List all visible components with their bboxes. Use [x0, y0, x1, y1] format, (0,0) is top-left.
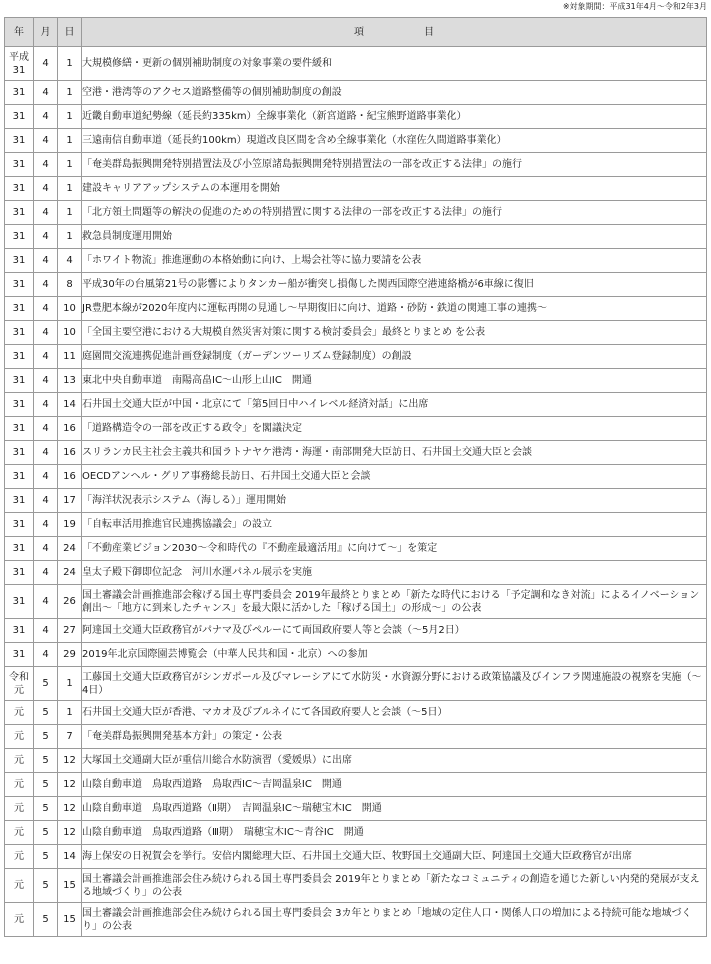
day-cell: 10 [58, 297, 82, 321]
year-cell: 元 [5, 869, 34, 903]
year-cell: 31 [5, 81, 34, 105]
table-row [5, 417, 707, 441]
table-row [5, 667, 707, 701]
item-cell: 建設キャリアアップシステムの本運用を開始 [82, 177, 707, 201]
month-cell: 4 [34, 441, 58, 465]
item-cell: 「道路構造令の一部を改正する政令」を閣議決定 [82, 417, 707, 441]
item-cell: 石井国土交通大臣が中国・北京にて「第5回日中ハイレベル経済対話」に出席 [82, 393, 707, 417]
month-cell: 4 [34, 345, 58, 369]
day-cell: 26 [58, 585, 82, 619]
year-cell: 31 [5, 249, 34, 273]
day-cell: 1 [58, 153, 82, 177]
day-cell: 16 [58, 417, 82, 441]
day-cell: 16 [58, 465, 82, 489]
day-cell: 1 [58, 105, 82, 129]
day-cell: 1 [58, 129, 82, 153]
table-row [5, 273, 707, 297]
item-cell: 「海洋状況表示システム（海しる）」運用開始 [82, 489, 707, 513]
month-cell: 4 [34, 465, 58, 489]
item-cell: 「不動産業ビジョン2030〜令和時代の『不動産最適活用』に向けて〜」を策定 [82, 537, 707, 561]
month-cell: 4 [34, 225, 58, 249]
table-row [5, 797, 707, 821]
day-cell: 1 [58, 47, 82, 81]
item-cell: 空港・港湾等のアクセス道路整備等の個別補助制度の創設 [82, 81, 707, 105]
item-cell: 山陰自動車道 鳥取西道路 鳥取西IC〜吉岡温泉IC 開通 [82, 773, 707, 797]
item-cell: 三遠南信自動車道（延長約100km）現道改良区間を含め全線事業化（水窪佐久間道路事業化） [82, 129, 707, 153]
day-cell: 1 [58, 81, 82, 105]
item-cell: 阿達国土交通大臣政務官がパナマ及びペルーにて両国政府要人等と会談（〜5月2日） [82, 619, 707, 643]
table-row [5, 393, 707, 417]
year-cell: 平成31 [5, 47, 34, 81]
month-cell: 4 [34, 273, 58, 297]
year-cell: 元 [5, 773, 34, 797]
month-cell: 4 [34, 585, 58, 619]
item-cell: 庭園間交流連携促進計画登録制度（ガーデンツーリズム登録制度）の創設 [82, 345, 707, 369]
month-cell: 4 [34, 297, 58, 321]
item-cell: 「奄美群島振興開発特別措置法及び小笠原諸島振興開発特別措置法の一部を改正する法律」の施行 [82, 153, 707, 177]
month-cell: 4 [34, 201, 58, 225]
table-row [5, 537, 707, 561]
year-cell: 元 [5, 845, 34, 869]
item-cell: 石井国土交通大臣が香港、マカオ及びブルネイにて各国政府要人と会談（〜5日） [82, 701, 707, 725]
table-row [5, 249, 707, 273]
year-cell: 31 [5, 273, 34, 297]
year-cell: 31 [5, 225, 34, 249]
year-cell: 元 [5, 797, 34, 821]
day-cell: 4 [58, 249, 82, 273]
month-cell: 5 [34, 773, 58, 797]
month-cell: 5 [34, 845, 58, 869]
item-cell: JR豊肥本線が2020年度内に運転再開の見通し〜早期復旧に向け、道路・砂防・鉄道の関連工事の連携〜 [82, 297, 707, 321]
month-cell: 4 [34, 321, 58, 345]
month-cell: 4 [34, 561, 58, 585]
day-cell: 13 [58, 369, 82, 393]
day-cell: 12 [58, 821, 82, 845]
item-cell: 「全国主要空港における大規模自然災害対策に関する検討委員会」最終とりまとめ を公表 [82, 321, 707, 345]
month-cell: 4 [34, 643, 58, 667]
year-cell: 31 [5, 561, 34, 585]
table-row [5, 903, 707, 937]
item-cell: 2019年北京国際園芸博覧会（中華人民共和国・北京）への参加 [82, 643, 707, 667]
table-row [5, 749, 707, 773]
day-cell: 11 [58, 345, 82, 369]
day-column-header: 日 [58, 18, 82, 47]
table-row [5, 619, 707, 643]
day-cell: 12 [58, 749, 82, 773]
month-cell: 4 [34, 489, 58, 513]
item-cell: スリランカ民主社会主義共和国ラトナヤケ港湾・海運・南部開発大臣訪日、石井国土交通大臣と会談 [82, 441, 707, 465]
day-cell: 1 [58, 177, 82, 201]
item-cell: 海上保安の日祝賀会を挙行。安倍内閣総理大臣、石井国土交通大臣、牧野国土交通副大臣、阿達国土交通大臣政務官が出席 [82, 845, 707, 869]
month-cell: 4 [34, 417, 58, 441]
item-cell: 救急員制度運用開始 [82, 225, 707, 249]
year-cell: 31 [5, 417, 34, 441]
day-cell: 1 [58, 701, 82, 725]
item-cell: 近畿自動車道紀勢線（延長約335km）全線事業化（新宮道路・紀宝熊野道路事業化） [82, 105, 707, 129]
year-cell: 31 [5, 441, 34, 465]
item-cell: 工藤国土交通大臣政務官がシンガポール及びマレーシアにて水防災・水資源分野における政策協議及びインフラ関連施設の視察を実施（〜4日） [82, 667, 707, 701]
item-cell: 国土審議会計画推進部会稼げる国土専門委員会 2019年最終とりまとめ「新たな時代における「予定調和なき対流」によるイノベーション創出〜「地方に到来したチャンス」を最大限に活かした「稼げる国土」の形成〜」の公表 [82, 585, 707, 619]
table-row [5, 153, 707, 177]
year-cell: 31 [5, 489, 34, 513]
item-cell: 山陰自動車道 鳥取西道路（Ⅲ期） 瑞穂宝木IC〜青谷IC 開通 [82, 821, 707, 845]
table-row [5, 321, 707, 345]
month-cell: 4 [34, 513, 58, 537]
item-cell: 「ホワイト物流」推進運動の本格始動に向け、上場会社等に協力要請を公表 [82, 249, 707, 273]
item-cell: 「自転車活用推進官民連携協議会」の設立 [82, 513, 707, 537]
year-cell: 31 [5, 619, 34, 643]
month-cell: 4 [34, 81, 58, 105]
item-cell: 「北方領土問題等の解決の促進のための特別措置に関する法律の一部を改正する法律」の施行 [82, 201, 707, 225]
day-cell: 1 [58, 201, 82, 225]
year-cell: 31 [5, 105, 34, 129]
month-cell: 4 [34, 105, 58, 129]
month-cell: 5 [34, 797, 58, 821]
table-row [5, 465, 707, 489]
year-cell: 31 [5, 321, 34, 345]
year-cell: 元 [5, 701, 34, 725]
year-cell: 令和元 [5, 667, 34, 701]
item-cell: 「奄美群島振興開発基本方針」の策定・公表 [82, 725, 707, 749]
day-cell: 24 [58, 537, 82, 561]
chronology-table [4, 17, 707, 937]
month-cell: 5 [34, 725, 58, 749]
year-cell: 31 [5, 297, 34, 321]
year-cell: 31 [5, 513, 34, 537]
month-cell: 4 [34, 249, 58, 273]
item-column-header: 項目 [82, 18, 707, 47]
item-cell: 大塚国土交通副大臣が重信川総合水防演習（愛媛県）に出席 [82, 749, 707, 773]
month-cell: 5 [34, 701, 58, 725]
day-cell: 15 [58, 869, 82, 903]
day-cell: 14 [58, 845, 82, 869]
table-row [5, 177, 707, 201]
day-cell: 16 [58, 441, 82, 465]
year-cell: 31 [5, 201, 34, 225]
item-cell: 国土審議会計画推進部会住み続けられる国土専門委員会 3カ年とりまとめ「地域の定住人口・関係人口の増加による持続可能な地域づくり」の公表 [82, 903, 707, 937]
table-row [5, 725, 707, 749]
table-row [5, 513, 707, 537]
table-row [5, 585, 707, 619]
day-cell: 12 [58, 797, 82, 821]
table-row [5, 821, 707, 845]
month-cell: 4 [34, 177, 58, 201]
year-cell: 元 [5, 749, 34, 773]
table-row [5, 369, 707, 393]
table-row [5, 441, 707, 465]
table-row [5, 643, 707, 667]
day-cell: 29 [58, 643, 82, 667]
month-cell: 5 [34, 667, 58, 701]
year-cell: 31 [5, 537, 34, 561]
year-cell: 31 [5, 345, 34, 369]
day-cell: 24 [58, 561, 82, 585]
year-cell: 31 [5, 129, 34, 153]
item-cell: 東北中央自動車道 南陽高畠IC〜山形上山IC 開通 [82, 369, 707, 393]
day-cell: 15 [58, 903, 82, 937]
month-cell: 4 [34, 619, 58, 643]
month-cell: 4 [34, 537, 58, 561]
year-cell: 31 [5, 465, 34, 489]
year-cell: 31 [5, 153, 34, 177]
table-row [5, 773, 707, 797]
month-column-header: 月 [34, 18, 58, 47]
item-cell: OECDアンヘル・グリア事務総長訪日、石井国土交通大臣と会談 [82, 465, 707, 489]
month-cell: 4 [34, 129, 58, 153]
table-row [5, 297, 707, 321]
table-row [5, 225, 707, 249]
table-header-row [5, 18, 707, 47]
day-cell: 12 [58, 773, 82, 797]
year-column-header: 年 [5, 18, 34, 47]
day-cell: 8 [58, 273, 82, 297]
item-cell: 山陰自動車道 鳥取西道路（Ⅱ期） 吉岡温泉IC〜瑞穂宝木IC 開通 [82, 797, 707, 821]
year-cell: 31 [5, 177, 34, 201]
day-cell: 7 [58, 725, 82, 749]
day-cell: 1 [58, 667, 82, 701]
year-cell: 31 [5, 585, 34, 619]
table-row [5, 47, 707, 81]
month-cell: 5 [34, 749, 58, 773]
year-cell: 31 [5, 393, 34, 417]
item-cell: 皇太子殿下御即位記念 河川水運パネル展示を実施 [82, 561, 707, 585]
table-row [5, 201, 707, 225]
item-cell: 大規模修繕・更新の個別補助制度の対象事業の要件緩和 [82, 47, 707, 81]
table-row [5, 105, 707, 129]
table-row [5, 129, 707, 153]
month-cell: 4 [34, 369, 58, 393]
year-cell: 31 [5, 643, 34, 667]
table-row [5, 845, 707, 869]
year-cell: 31 [5, 369, 34, 393]
month-cell: 5 [34, 821, 58, 845]
month-cell: 5 [34, 903, 58, 937]
table-row [5, 869, 707, 903]
year-cell: 元 [5, 903, 34, 937]
month-cell: 4 [34, 47, 58, 81]
year-cell: 元 [5, 725, 34, 749]
period-note: ※対象期間：平成31年4月〜令和2年3月 [562, 2, 707, 11]
table-row [5, 81, 707, 105]
table-row [5, 701, 707, 725]
day-cell: 17 [58, 489, 82, 513]
day-cell: 19 [58, 513, 82, 537]
table-row [5, 561, 707, 585]
table-row [5, 345, 707, 369]
day-cell: 1 [58, 225, 82, 249]
day-cell: 27 [58, 619, 82, 643]
item-cell: 国土審議会計画推進部会住み続けられる国土専門委員会 2019年とりまとめ「新たなコミュニティの創造を通じた新しい内発的発展が支える地域づくり」の公表 [82, 869, 707, 903]
month-cell: 5 [34, 869, 58, 903]
item-cell: 平成30年の台風第21号の影響によりタンカー船が衝突し損傷した関西国際空港連絡橋が6車線に復旧 [82, 273, 707, 297]
month-cell: 4 [34, 153, 58, 177]
day-cell: 10 [58, 321, 82, 345]
year-cell: 元 [5, 821, 34, 845]
table-row [5, 489, 707, 513]
day-cell: 14 [58, 393, 82, 417]
month-cell: 4 [34, 393, 58, 417]
